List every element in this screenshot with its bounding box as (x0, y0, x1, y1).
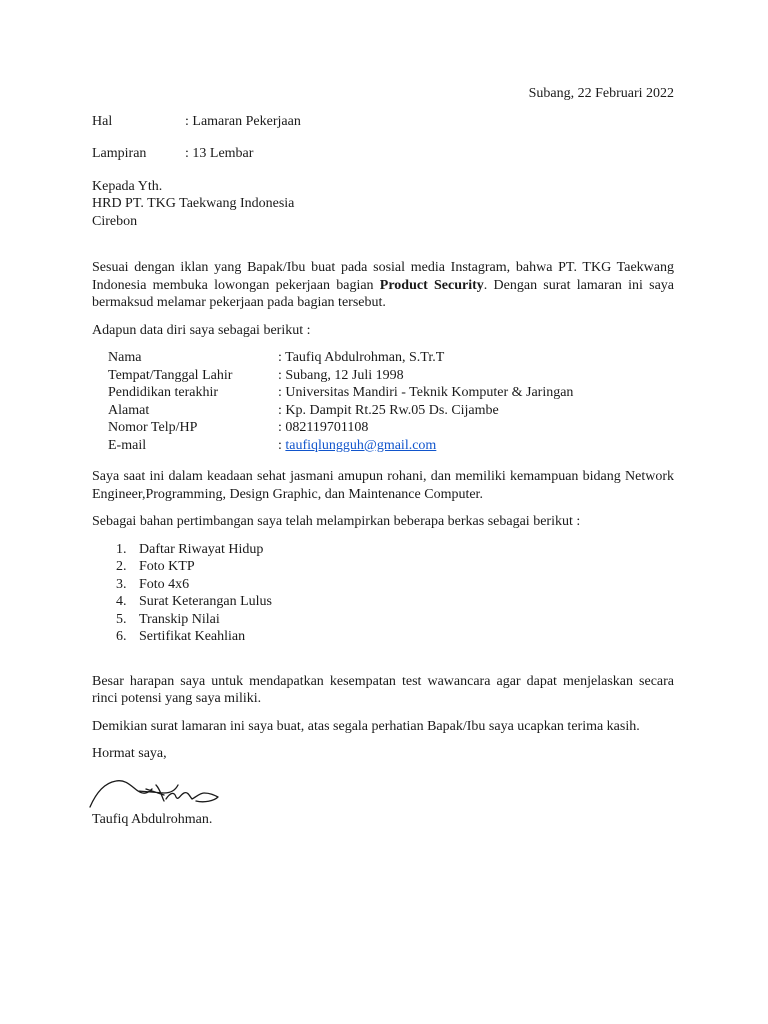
condition-paragraph: Saya saat ini dalam keadaan sehat jasmani amupun rohani, dan memiliki kemampuan bidang Network Engineer,Programming, Design Graphic, dan Maintenance Computer. (92, 469, 674, 502)
signer-name: Taufiq Abdulrohman. (92, 811, 213, 827)
biodata-value: : 082119701108 (278, 420, 369, 435)
biodata-label: Tempat/Tanggal Lahir (108, 367, 233, 383)
recipient-greeting: Kepada Yth. (92, 178, 163, 194)
list-item (116, 558, 674, 576)
subject-row (92, 113, 674, 131)
email-value (278, 437, 436, 455)
signature-image (86, 763, 236, 811)
email-link[interactable]: taufiqlungguh@gmail.com (285, 437, 437, 453)
letter (92, 85, 674, 828)
list-item (116, 611, 674, 629)
biodata-row-email (108, 437, 674, 455)
list-item-text: Surat Keterangan Lulus (139, 594, 272, 609)
list-item (116, 628, 674, 646)
opening-paragraph (92, 259, 674, 312)
place-date: Subang, 22 Februari 2022 (528, 86, 674, 101)
biodata-row (108, 419, 674, 437)
biodata-row (108, 384, 674, 402)
list-item (116, 576, 674, 594)
biodata-value: : Taufiq Abdulrohman, S.Tr.T (278, 350, 445, 365)
attachment-row (92, 145, 674, 163)
list-item-text: Foto KTP (139, 559, 195, 574)
attachment-value: : 13 Lembar (185, 146, 254, 161)
regards: Hormat saya, (92, 746, 167, 761)
biodata-intro: Adapun data diri saya sebagai berikut : (92, 322, 311, 338)
attachments-list (92, 541, 674, 646)
biodata-row (108, 367, 674, 385)
attachment-label: Lampiran (92, 146, 147, 161)
list-item-number: 5. (116, 611, 127, 627)
opening-text-start: Sesuai dengan iklan yang Bapak/Ibu buat pada sosial media Instagram, bahwa PT. TKG Taekwang Indonesia membuka lowongan pekerjaan bagian (92, 260, 674, 293)
email-separator: : (278, 437, 286, 453)
subject-value: : Lamaran Pekerjaan (185, 113, 301, 129)
list-item (116, 541, 674, 559)
recipient-block (92, 178, 674, 231)
biodata-value: : Universitas Mandiri - Teknik Komputer & Jaringan (278, 385, 574, 400)
biodata-label: Alamat (108, 402, 150, 418)
biodata-row (108, 349, 674, 367)
attachments-intro: Sebagai bahan pertimbangan saya telah melampirkan beberapa berkas sebagai berikut : (92, 514, 581, 529)
biodata-label: Nomor Telp/HP (108, 420, 198, 435)
list-item-number: 1. (116, 541, 127, 557)
biodata-value: : Kp. Dampit Rt.25 Rw.05 Ds. Cijambe (278, 402, 499, 418)
email-label: E-mail (108, 437, 147, 453)
recipient-city: Cirebon (92, 213, 138, 229)
list-item-text: Daftar Riwayat Hidup (139, 541, 264, 557)
biodata-value: : Subang, 12 Juli 1998 (278, 367, 404, 383)
hope-paragraph: Besar harapan saya untuk mendapatkan kesempatan test wawancara agar dapat menjelaskan secara rinci potensi yang saya miliki. (92, 673, 674, 706)
list-item-number: 4. (116, 594, 127, 609)
list-item-number: 2. (116, 559, 127, 574)
list-item-number: 6. (116, 629, 127, 644)
biodata-table (108, 349, 674, 454)
closing-paragraph: Demikian surat lamaran ini saya buat, atas segala perhatian Bapak/Ibu saya ucapkan terima kasih. (92, 718, 640, 734)
biodata-label: Nama (108, 350, 142, 365)
biodata-label: Pendidikan terakhir (108, 385, 219, 400)
biodata-row (108, 402, 674, 420)
list-item-text: Sertifikat Keahlian (139, 629, 246, 644)
recipient-company: HRD PT. TKG Taekwang Indonesia (92, 196, 295, 211)
opening-text-end: . Dengan surat lamaran ini saya bermaksud melamar pekerjaan pada bagian tersebut. (92, 277, 674, 310)
position-name: Product Security (379, 277, 484, 293)
list-item (116, 593, 674, 611)
list-item-text: Transkip Nilai (139, 611, 220, 627)
list-item-text: Foto 4x6 (139, 576, 190, 592)
subject-label: Hal (92, 113, 113, 129)
list-item-number: 3. (116, 576, 127, 592)
